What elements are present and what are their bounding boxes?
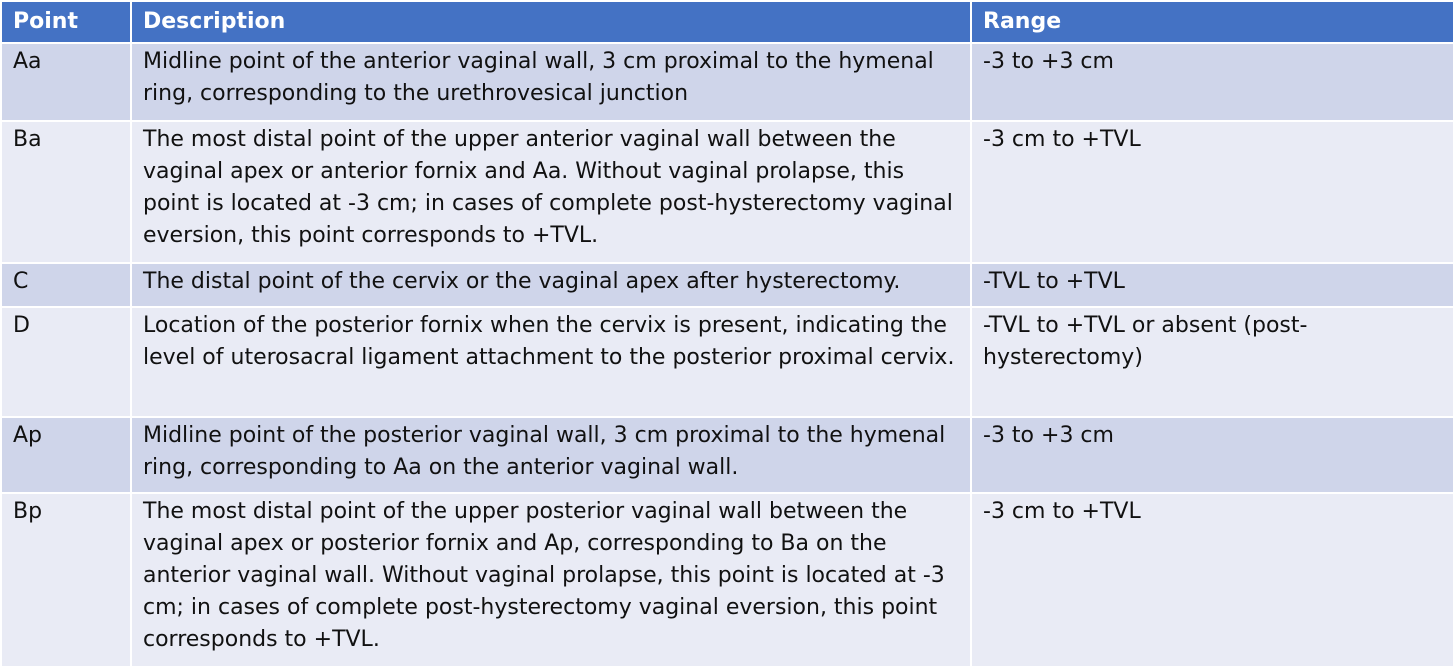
cell-range: -3 cm to +TVL (971, 493, 1453, 666)
table-header-row (1, 1, 1453, 43)
table-row (1, 263, 1453, 307)
cell-description: The most distal point of the upper posterior vaginal wall between the vaginal apex or posterior fornix and Ap, corresponding to Ba on the anterior vaginal wall. Without vaginal prolapse, this point is located at -3 cm; in cases of complete post-hysterectomy vaginal eversion, this point corresponds to +TVL. (131, 493, 971, 666)
table-row (1, 493, 1453, 666)
cell-point: D (1, 307, 131, 417)
cell-range: -3 cm to +TVL (971, 121, 1453, 263)
cell-description: The most distal point of the upper anterior vaginal wall between the vaginal apex or anterior fornix and Aa. Without vaginal prolapse, this point is located at -3 cm; in cases of complete post-hysterectomy vaginal eversion, this point corresponds to +TVL. (131, 121, 971, 263)
header-range: Range (971, 1, 1453, 43)
cell-point: Bp (1, 493, 131, 666)
cell-point: Ba (1, 121, 131, 263)
cell-point: Aa (1, 43, 131, 121)
cell-range: -TVL to +TVL (971, 263, 1453, 307)
cell-description: Location of the posterior fornix when the cervix is present, indicating the level of uterosacral ligament attachment to the posterior proximal cervix. (131, 307, 971, 417)
table-row (1, 417, 1453, 493)
cell-description: Midline point of the posterior vaginal wall, 3 cm proximal to the hymenal ring, corresponding to Aa on the anterior vaginal wall. (131, 417, 971, 493)
cell-range: -3 to +3 cm (971, 43, 1453, 121)
table-row (1, 121, 1453, 263)
cell-point: Ap (1, 417, 131, 493)
cell-point: C (1, 263, 131, 307)
cell-description: The distal point of the cervix or the vaginal apex after hysterectomy. (131, 263, 971, 307)
header-point: Point (1, 1, 131, 43)
table-row (1, 307, 1453, 417)
table-row (1, 43, 1453, 121)
cell-range: -3 to +3 cm (971, 417, 1453, 493)
cell-range: -TVL to +TVL or absent (post-hysterectomy) (971, 307, 1453, 417)
cell-description: Midline point of the anterior vaginal wall, 3 cm proximal to the hymenal ring, corresponding to the urethrovesical junction (131, 43, 971, 121)
header-description: Description (131, 1, 971, 43)
